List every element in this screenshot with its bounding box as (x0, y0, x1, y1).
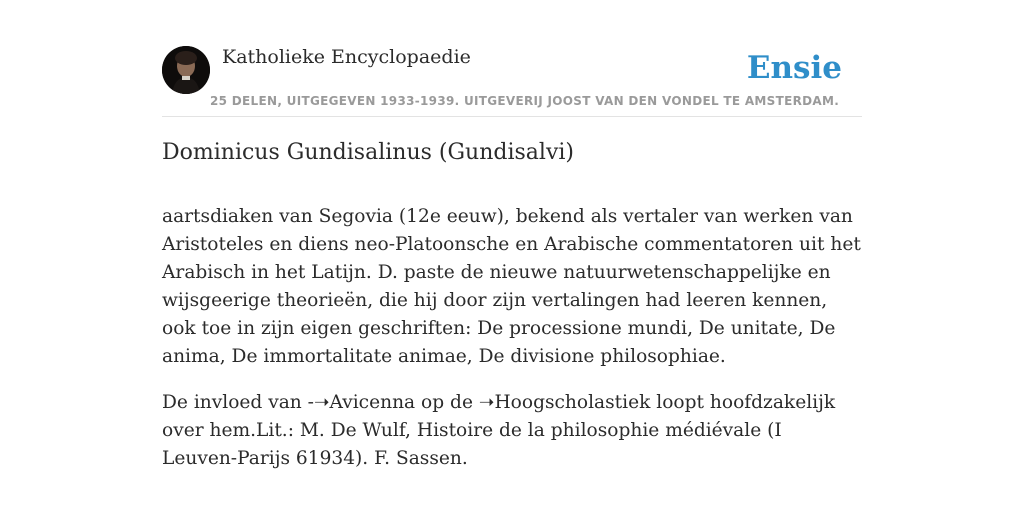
brand-logo[interactable]: Ensie (746, 50, 842, 86)
portrait-avatar-icon[interactable] (162, 46, 210, 94)
link-avicenna[interactable]: ➝Avicenna (313, 392, 416, 413)
article-title: Dominicus Gundisalinus (Gundisalvi) (162, 140, 574, 165)
article-paragraph: aartsdiaken van Segovia (12e eeuw), bekend als vertaler van werken van Aristoteles en diens neo-Platoonsche en Arabische commentatoren uit het Arabisch in het Latijn. D. paste de nieuwe natuurwetenschappelijke en wijsgeerige theorieën, die hij door zijn vertalingen had leeren kennen, ook toe in zijn eigen geschriften: De processione mundi, De unitate, De anima, De immortalitate animae, De divisione philosophiae. (162, 206, 861, 367)
article (162, 140, 862, 473)
link-hoogscholastiek[interactable]: ➝Hoogscholastiek (478, 392, 651, 413)
source-title[interactable]: Katholieke Encyclopaedie (222, 46, 471, 68)
article-paragraph (162, 389, 862, 473)
paragraph-text: loopt hoofdzakelijk over hem.Lit.: M. De Wulf, Histoire de la philosophie médiévale (I Leuven-Parijs 61934). F. Sassen. (162, 392, 836, 469)
source-subtitle: 25 DELEN, UITGEGEVEN 1933-1939. UITGEVERIJ JOOST VAN DEN VONDEL TE AMSTERDAM. (210, 94, 840, 108)
source-header (162, 44, 862, 117)
paragraph-text: op de (415, 392, 479, 413)
paragraph-text: De invloed van - (162, 392, 314, 413)
